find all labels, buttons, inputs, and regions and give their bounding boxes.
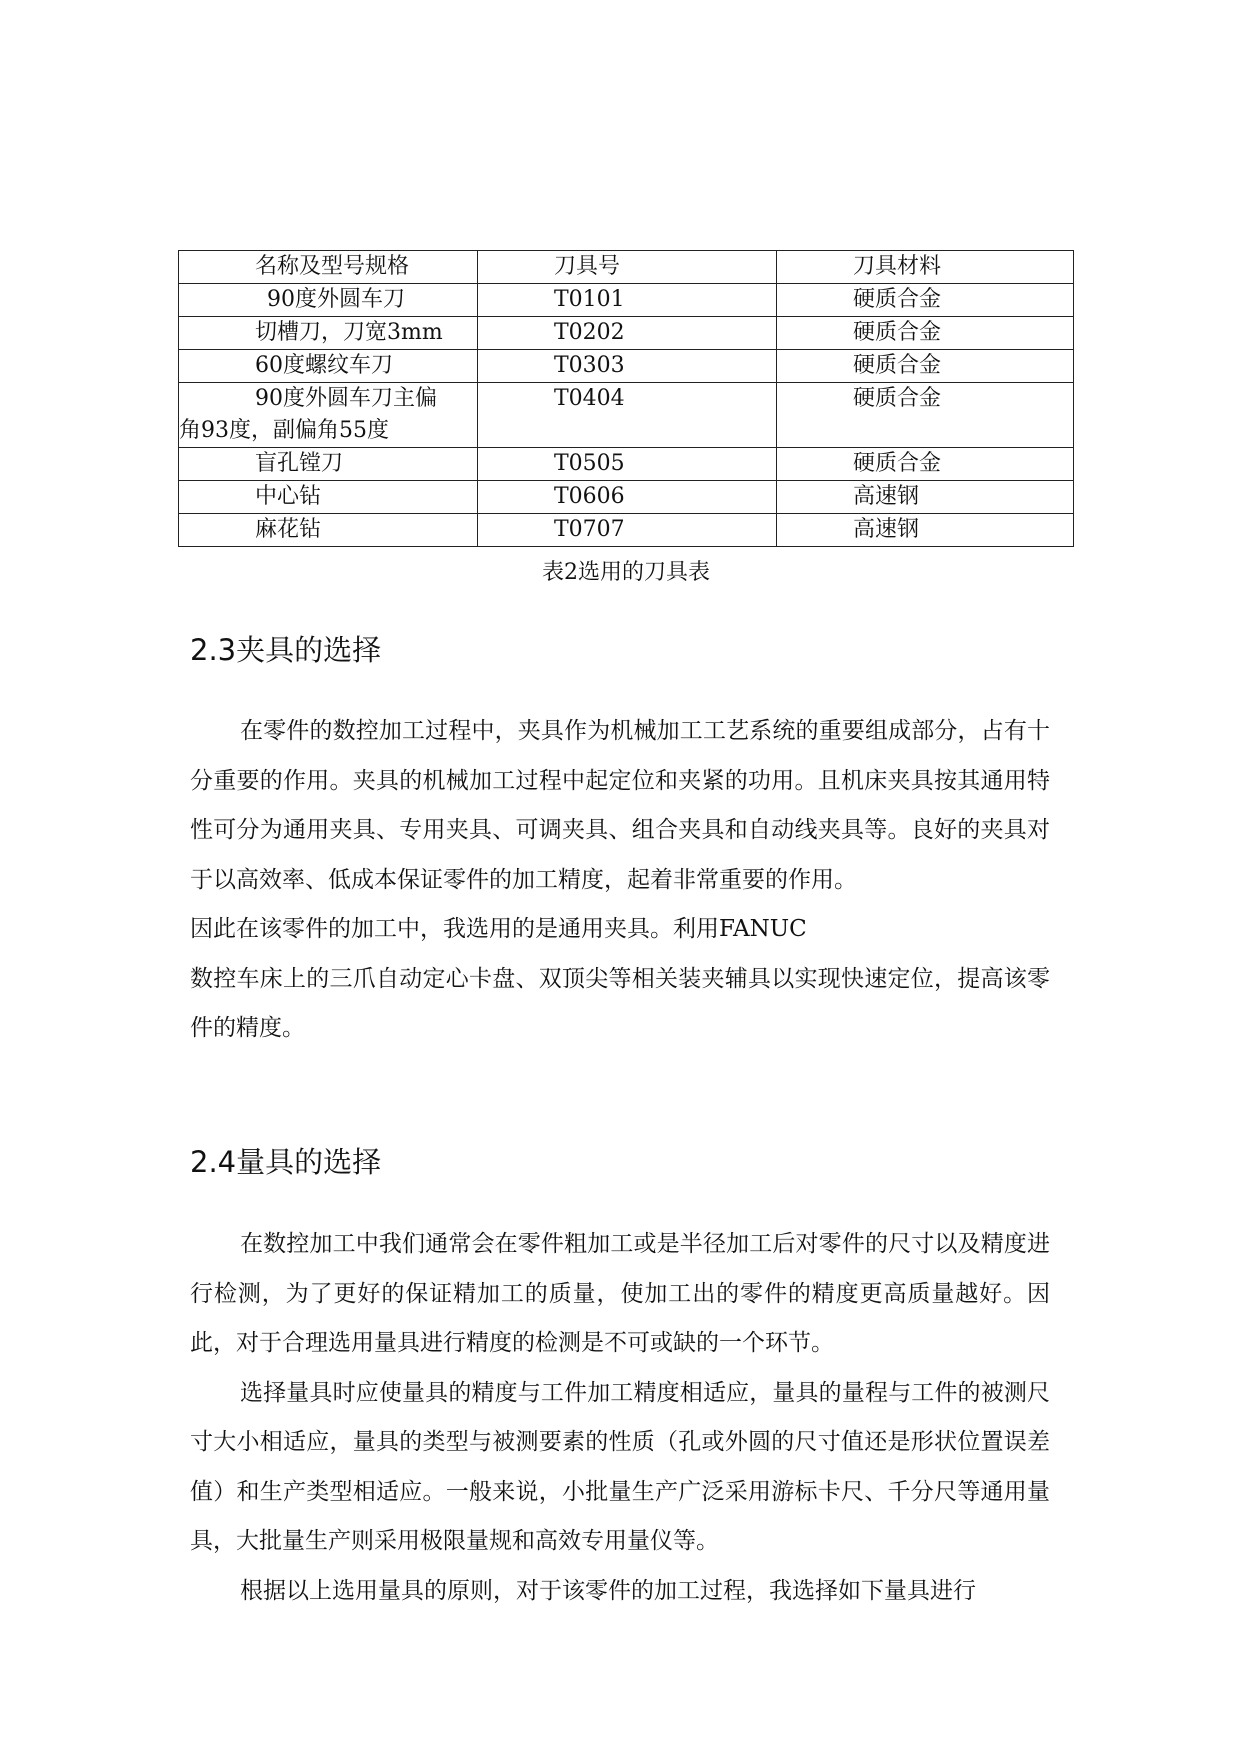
- header-code: 刀具号: [554, 254, 621, 279]
- paragraph: 在数控加工中我们通常会在零件粗加工或是半径加工后对零件的尺寸以及精度进行检测，为了更好的保证精加工的质量，使加工出的零件的精度更高质量越好。因此，对于合理选用量具进行精度的检测是不可或缺的一个环节。: [190, 1231, 1050, 1356]
- cell-name: 切槽刀，刀宽3mm: [255, 320, 443, 345]
- table-row: [179, 284, 1074, 317]
- cell-material: 高速钢: [853, 517, 920, 542]
- cell-code: T0404: [554, 386, 625, 411]
- table-row: [179, 481, 1074, 514]
- cell-name: 盲孔镗刀: [255, 451, 344, 476]
- cell-name: 麻花钻: [255, 517, 322, 542]
- cell-material: 硬质合金: [853, 353, 942, 378]
- cell-material: 高速钢: [853, 484, 920, 509]
- cell-material: 硬质合金: [853, 287, 942, 312]
- paragraph: 根据以上选用量具的原则，对于该零件的加工过程，我选择如下量具进行: [240, 1577, 976, 1604]
- cell-name: 中心钻: [255, 484, 322, 509]
- section-heading-2-3: 2.3夹具的选择: [190, 633, 382, 667]
- cell-code: T0202: [554, 320, 625, 345]
- table-row: [179, 317, 1074, 350]
- table-row: [179, 350, 1074, 383]
- cell-material: 硬质合金: [853, 386, 942, 411]
- section-heading-2-4: 2.4量具的选择: [190, 1145, 382, 1179]
- paragraph: 因此在该零件的加工中，我选用的是通用夹具。利用FANUC: [190, 916, 807, 942]
- cell-name: 90度外圆车刀: [267, 287, 405, 312]
- header-name: 名称及型号规格: [255, 254, 410, 279]
- cell-name-line1: 90度外圆车刀主偏: [255, 386, 437, 411]
- cell-code: T0606: [554, 484, 625, 509]
- paragraph: 数控车床上的三爪自动定心卡盘、双顶尖等相关装夹辅具以实现快速定位，提高该零件的精度。: [190, 965, 1050, 1041]
- cell-name-line2: 角93度，副偏角55度: [179, 418, 389, 443]
- cell-code: T0101: [554, 287, 625, 312]
- paragraph: 在零件的数控加工过程中，夹具作为机械加工工艺系统的重要组成部分，占有十分重要的作用。夹具的机械加工过程中起定位和夹紧的功用。且机床夹具按其通用特性可分为通用夹具、专用夹具、可调夹具、组合夹具和自动线夹具等。良好的夹具对于以高效率、低成本保证零件的加工精度，起着非常重要的作用。: [190, 718, 1050, 893]
- tool-table-container: [178, 250, 1074, 547]
- table-row: [179, 514, 1074, 547]
- table-row: [179, 448, 1074, 481]
- cell-name: 60度螺纹车刀: [255, 353, 393, 378]
- table-header-row: [179, 251, 1074, 284]
- cell-code: T0505: [554, 451, 625, 476]
- section-2-4-body: [190, 1220, 1050, 1616]
- table-row: [179, 383, 1074, 448]
- table-caption: 表2选用的刀具表: [542, 560, 710, 585]
- cell-material: 硬质合金: [853, 320, 942, 345]
- tool-table: [178, 250, 1074, 547]
- cell-material: 硬质合金: [853, 451, 942, 476]
- paragraph: 选择量具时应使量具的精度与工件加工精度相适应，量具的量程与工件的被测尺寸大小相适应，量具的类型与被测要素的性质（孔或外圆的尺寸值还是形状位置误差值）和生产类型相适应。一般来说，小批量生产广泛采用游标卡尺、千分尺等通用量具，大批量生产则采用极限量规和高效专用量仪等。: [190, 1379, 1050, 1554]
- cell-code: T0303: [554, 353, 625, 378]
- header-material: 刀具材料: [853, 254, 942, 279]
- section-2-3-body: [190, 707, 1050, 1054]
- cell-code: T0707: [554, 517, 625, 542]
